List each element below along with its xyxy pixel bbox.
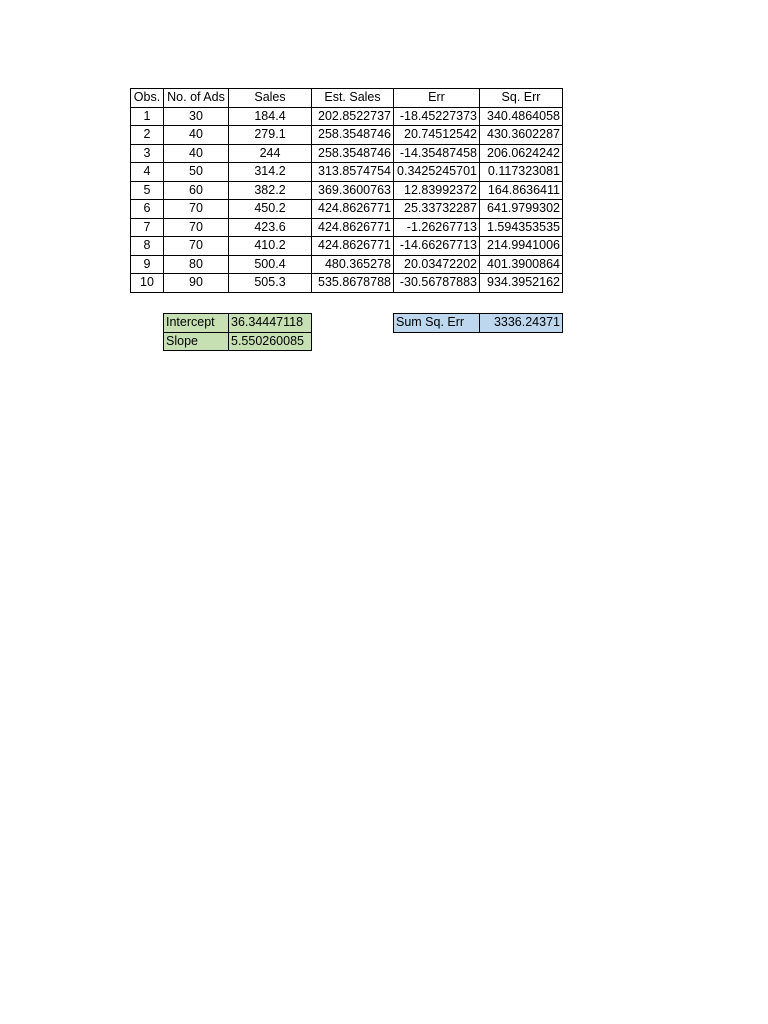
cell-err[interactable]: 0.3425245701: [394, 163, 480, 182]
cell-err[interactable]: 12.83992372: [394, 181, 480, 200]
cell-obs[interactable]: 9: [131, 255, 164, 274]
cell-obs[interactable]: 1: [131, 107, 164, 126]
cell-sq-err[interactable]: 0.117323081: [480, 163, 563, 182]
cell-err[interactable]: 20.03472202: [394, 255, 480, 274]
cell-sq-err[interactable]: 206.0624242: [480, 144, 563, 163]
cell-no-of-ads[interactable]: 40: [164, 144, 229, 163]
table-row: [131, 237, 563, 256]
cell-err[interactable]: -1.26267713: [394, 218, 480, 237]
table-row: [131, 200, 563, 219]
table-row: [131, 218, 563, 237]
cell-no-of-ads[interactable]: 90: [164, 274, 229, 293]
cell-err[interactable]: -14.35487458: [394, 144, 480, 163]
header-sales[interactable]: Sales: [229, 89, 312, 108]
intercept-row: [164, 314, 312, 333]
table-header-row: [131, 89, 563, 108]
cell-err[interactable]: -18.45227373: [394, 107, 480, 126]
header-sq-err[interactable]: Sq. Err: [480, 89, 563, 108]
cell-err[interactable]: -14.66267713: [394, 237, 480, 256]
cell-no-of-ads[interactable]: 60: [164, 181, 229, 200]
sse-row: [394, 314, 563, 333]
intercept-value[interactable]: 36.34447118: [229, 314, 312, 333]
cell-obs[interactable]: 5: [131, 181, 164, 200]
table-row: [131, 107, 563, 126]
cell-sales[interactable]: 244: [229, 144, 312, 163]
cell-est-sales[interactable]: 313.8574754: [312, 163, 394, 182]
cell-no-of-ads[interactable]: 70: [164, 200, 229, 219]
cell-est-sales[interactable]: 424.8626771: [312, 200, 394, 219]
header-err[interactable]: Err: [394, 89, 480, 108]
slope-value[interactable]: 5.550260085: [229, 332, 312, 351]
cell-sq-err[interactable]: 934.3952162: [480, 274, 563, 293]
cell-no-of-ads[interactable]: 70: [164, 218, 229, 237]
cell-err[interactable]: 25.33732287: [394, 200, 480, 219]
cell-obs[interactable]: 6: [131, 200, 164, 219]
header-no-of-ads[interactable]: No. of Ads: [164, 89, 229, 108]
table-row: [131, 163, 563, 182]
sum-squared-error-table: [393, 313, 563, 333]
cell-est-sales[interactable]: 480.365278: [312, 255, 394, 274]
cell-sales[interactable]: 314.2: [229, 163, 312, 182]
cell-obs[interactable]: 10: [131, 274, 164, 293]
header-est-sales[interactable]: Est. Sales: [312, 89, 394, 108]
cell-sales[interactable]: 500.4: [229, 255, 312, 274]
cell-sales[interactable]: 184.4: [229, 107, 312, 126]
cell-obs[interactable]: 4: [131, 163, 164, 182]
cell-obs[interactable]: 2: [131, 126, 164, 145]
cell-no-of-ads[interactable]: 80: [164, 255, 229, 274]
cell-est-sales[interactable]: 535.8678788: [312, 274, 394, 293]
cell-no-of-ads[interactable]: 40: [164, 126, 229, 145]
cell-est-sales[interactable]: 424.8626771: [312, 218, 394, 237]
cell-sq-err[interactable]: 401.3900864: [480, 255, 563, 274]
cell-obs[interactable]: 3: [131, 144, 164, 163]
cell-err[interactable]: 20.74512542: [394, 126, 480, 145]
cell-est-sales[interactable]: 424.8626771: [312, 237, 394, 256]
cell-sales[interactable]: 423.6: [229, 218, 312, 237]
header-obs[interactable]: Obs.: [131, 89, 164, 108]
cell-sales[interactable]: 382.2: [229, 181, 312, 200]
cell-sales[interactable]: 410.2: [229, 237, 312, 256]
cell-sales[interactable]: 450.2: [229, 200, 312, 219]
cell-sq-err[interactable]: 430.3602287: [480, 126, 563, 145]
sse-label[interactable]: Sum Sq. Err: [394, 314, 480, 333]
cell-sales[interactable]: 505.3: [229, 274, 312, 293]
cell-est-sales[interactable]: 258.3548746: [312, 144, 394, 163]
cell-no-of-ads[interactable]: 30: [164, 107, 229, 126]
cell-sq-err[interactable]: 340.4864058: [480, 107, 563, 126]
slope-label[interactable]: Slope: [164, 332, 229, 351]
cell-no-of-ads[interactable]: 70: [164, 237, 229, 256]
cell-est-sales[interactable]: 258.3548746: [312, 126, 394, 145]
cell-sq-err[interactable]: 214.9941006: [480, 237, 563, 256]
cell-sales[interactable]: 279.1: [229, 126, 312, 145]
table-row: [131, 274, 563, 293]
cell-sq-err[interactable]: 164.8636411: [480, 181, 563, 200]
table-row: [131, 126, 563, 145]
cell-obs[interactable]: 7: [131, 218, 164, 237]
cell-est-sales[interactable]: 202.8522737: [312, 107, 394, 126]
cell-est-sales[interactable]: 369.3600763: [312, 181, 394, 200]
intercept-label[interactable]: Intercept: [164, 314, 229, 333]
cell-err[interactable]: -30.56787883: [394, 274, 480, 293]
cell-sq-err[interactable]: 1.594353535: [480, 218, 563, 237]
sse-value[interactable]: 3336.24371: [480, 314, 563, 333]
coefficients-table: [163, 313, 312, 351]
slope-row: [164, 332, 312, 351]
table-row: [131, 255, 563, 274]
cell-sq-err[interactable]: 641.9799302: [480, 200, 563, 219]
table-row: [131, 144, 563, 163]
table-row: [131, 181, 563, 200]
cell-no-of-ads[interactable]: 50: [164, 163, 229, 182]
cell-obs[interactable]: 8: [131, 237, 164, 256]
regression-data-table: [130, 88, 563, 293]
